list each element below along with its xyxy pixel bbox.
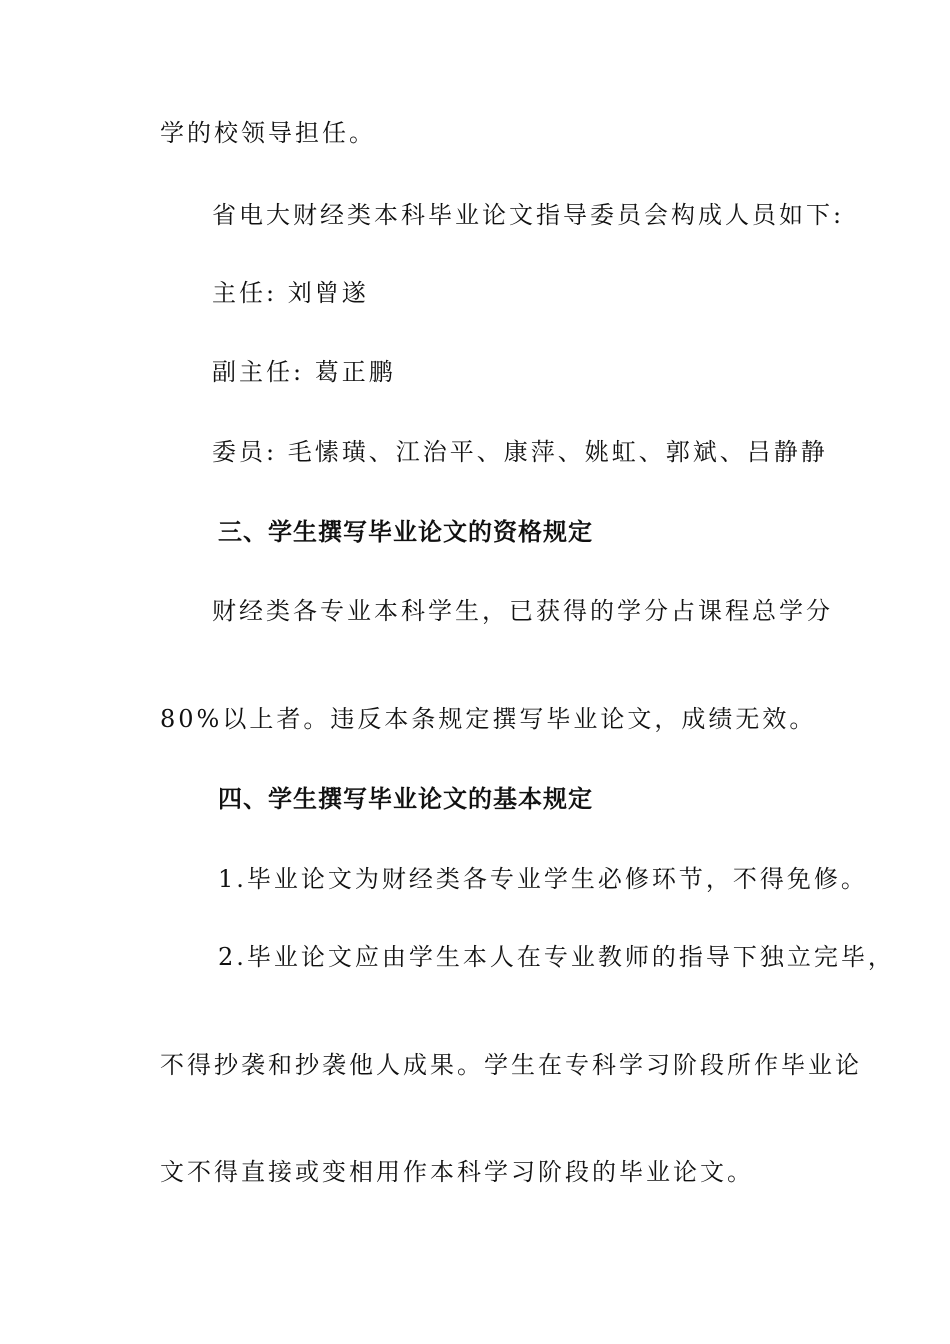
committee-deputy-director-text: 副主任: 葛正鹏 xyxy=(212,358,396,386)
committee-intro-text: 省电大财经类本科毕业论文指导委员会构成人员如下: xyxy=(212,201,845,229)
committee-members-text: 委员: 毛愫璜、江治平、康萍、姚虹、郭斌、吕静静 xyxy=(212,438,828,466)
rule-item-2-line-2: 不得抄袭和抄袭他人成果。学生在专科学习阶段所作毕业论 xyxy=(160,1051,862,1079)
qualification-paragraph-line-2: 80%以上者。违反本条规定撰写毕业论文，成绩无效。 xyxy=(160,705,817,733)
paragraph-continuation-text: 学的校领导担任。 xyxy=(160,119,376,147)
committee-director-text: 主任: 刘曾遂 xyxy=(212,279,369,307)
section-heading-basic-rules: 四、学生撰写毕业论文的基本规定 xyxy=(218,785,593,813)
rule-item-2-line-3: 文不得直接或变相用作本科学习阶段的毕业论文。 xyxy=(160,1158,754,1186)
qualification-paragraph-line-1: 财经类各专业本科学生，已获得的学分占课程总学分 xyxy=(212,597,833,625)
rule-item-2-line-1: 2.毕业论文应由学生本人在专业教师的指导下独立完毕， xyxy=(218,943,895,971)
section-heading-qualification: 三、学生撰写毕业论文的资格规定 xyxy=(218,518,593,546)
rule-item-1: 1.毕业论文为财经类各专业学生必修环节，不得免修。 xyxy=(218,865,868,893)
